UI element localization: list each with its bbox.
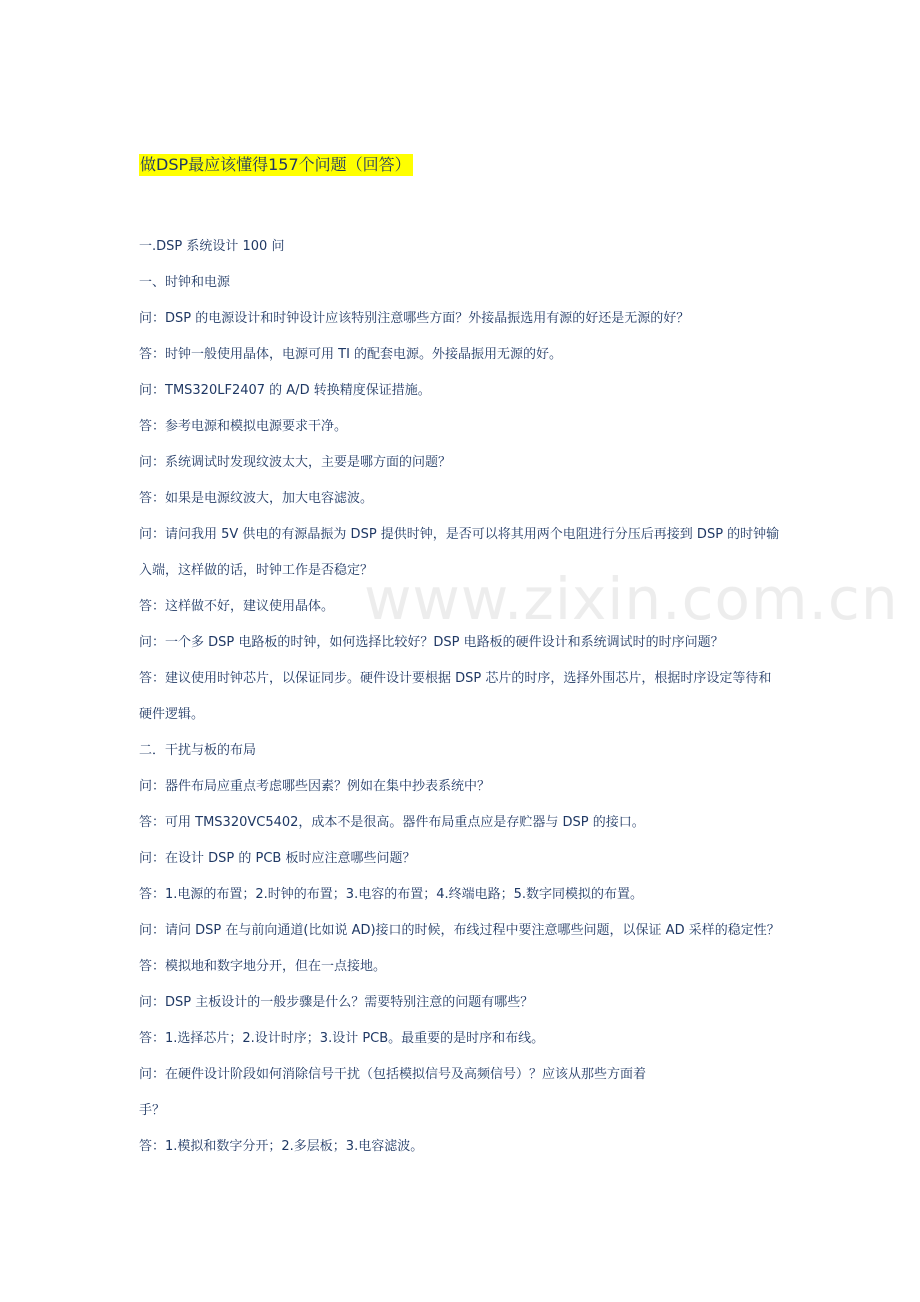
question: 问：请问我用 5V 供电的有源晶振为 DSP 提供时钟，是否可以将其用两个电阻进行分压后再接到 DSP 的时钟输入端，这样做的话，时钟工作是否稳定？	[139, 527, 780, 578]
answer: 答：1.选择芯片；2.设计时序；3.设计 PCB。最重要的是时序和布线。	[139, 1031, 545, 1046]
answer: 答：1.模拟和数字分开；2.多层板；3.电容滤波。	[139, 1139, 424, 1154]
question: 问：系统调试时发现纹波太大，主要是哪方面的问题？	[139, 455, 452, 470]
answer: 答：如果是电源纹波大，加大电容滤波。	[139, 491, 374, 506]
answer: 答：这样做不好，建议使用晶体。	[139, 599, 335, 614]
document-body	[139, 229, 784, 1165]
subsection-heading: 二．干扰与板的布局	[139, 743, 257, 758]
answer: 答：模拟地和数字地分开，但在一点接地。	[139, 959, 387, 974]
answer: 答：可用 TMS320VC5402，成本不是很高。器件布局重点应是存贮器与 DSP 的接口。	[139, 815, 645, 830]
question: 问：在硬件设计阶段如何消除信号干扰（包括模拟信号及高频信号）？应该从那些方面着 手？	[139, 1067, 647, 1118]
answer: 答：建议使用时钟芯片，以保证同步。硬件设计要根据 DSP 芯片的时序，选择外围芯片，根据时序设定等待和硬件逻辑。	[139, 671, 772, 722]
question: 问：请问 DSP 在与前向通道(比如说 AD)接口的时候，布线过程中要注意哪些问题，以保证 AD 采样的稳定性？	[139, 923, 780, 938]
question: 问：器件布局应重点考虑哪些因素？例如在集中抄表系统中？	[139, 779, 491, 794]
question: 问：TMS320LF2407 的 A/D 转换精度保证措施。	[139, 383, 431, 398]
question: 问：DSP 主板设计的一般步骤是什么？需要特别注意的问题有哪些？	[139, 995, 534, 1010]
document-title: 做DSP最应该懂得157个问题（回答）	[140, 155, 411, 174]
watermark: www.zixin.com.cn	[364, 565, 899, 633]
question: 问：在设计 DSP 的 PCB 板时应注意哪些问题？	[139, 851, 416, 866]
question: 问：DSP 的电源设计和时钟设计应该特别注意哪些方面？外接晶振选用有源的好还是无源的好？	[139, 311, 690, 326]
section-heading: 一.DSP 系统设计 100 问	[139, 239, 285, 254]
question: 问：一个多 DSP 电路板的时钟，如何选择比较好？DSP 电路板的硬件设计和系统调试时的时序问题？	[139, 635, 724, 650]
subsection-heading: 一、时钟和电源	[139, 275, 231, 290]
answer: 答：参考电源和模拟电源要求干净。	[139, 419, 348, 434]
answer: 答：时钟一般使用晶体，电源可用 TI 的配套电源。外接晶振用无源的好。	[139, 347, 563, 362]
answer: 答：1.电源的布置；2.时钟的布置；3.电容的布置；4.终端电路；5.数字同模拟的布置。	[139, 887, 644, 902]
